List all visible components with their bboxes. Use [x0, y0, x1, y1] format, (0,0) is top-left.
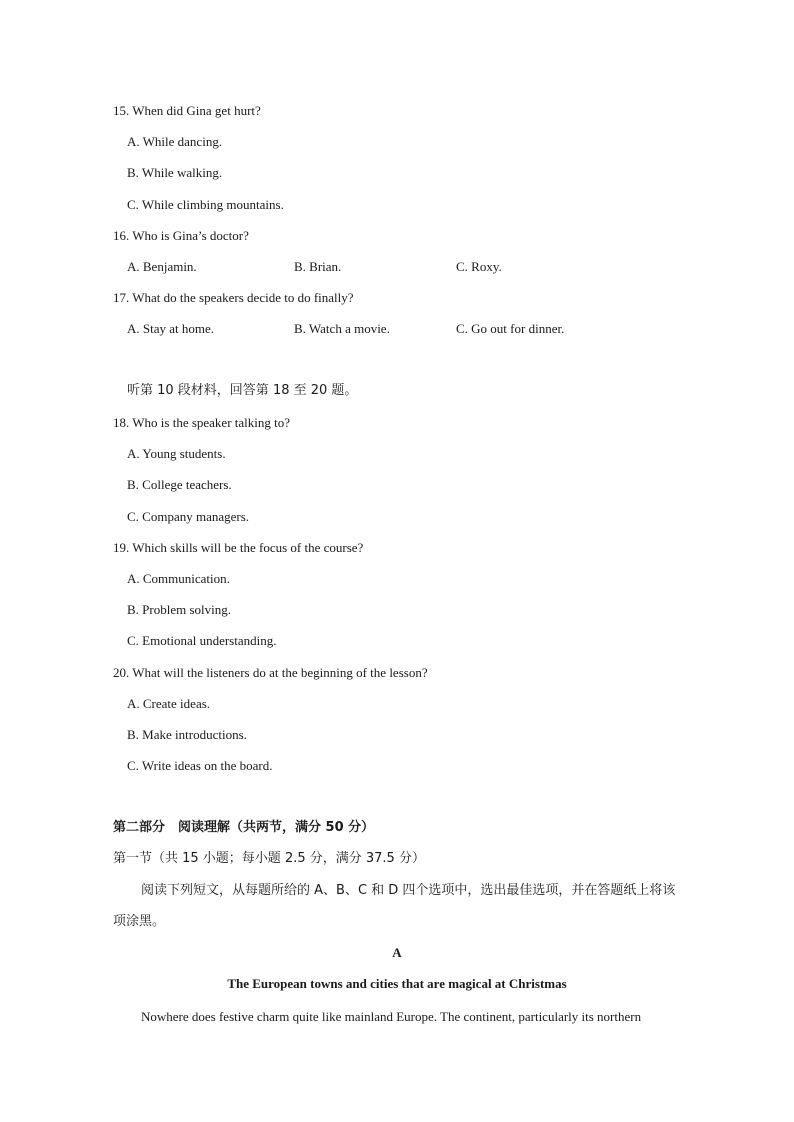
q15-option-c: C. While climbing mountains. [127, 197, 284, 212]
question-18: 18. Who is the speaker talking to? [113, 415, 291, 430]
q16-option-b: B. Brian. [294, 259, 342, 274]
q18-option-b: B. College teachers. [127, 477, 232, 492]
question-15: 15. When did Gina get hurt? [113, 103, 261, 118]
q19-option-c: C. Emotional understanding. [127, 633, 277, 648]
q17-option-a: A. Stay at home. [127, 321, 215, 336]
q16-option-c: C. Roxy. [456, 259, 502, 274]
q18-option-c: C. Company managers. [127, 509, 250, 524]
section-one-title: 第一节（共 15 小题；每小题 2.5 分，满分 37.5 分） [113, 851, 425, 866]
q18-option-a: A. Young students. [127, 446, 226, 461]
question-20: 20. What will the listeners do at the beginning of the lesson? [113, 665, 428, 680]
q17-option-b: B. Watch a movie. [294, 321, 390, 336]
q15-option-b: B. While walking. [127, 165, 223, 180]
q20-option-b: B. Make introductions. [127, 727, 247, 742]
q19-option-a: A. Communication. [127, 571, 230, 586]
q15-option-a: A. While dancing. [127, 134, 223, 149]
question-17: 17. What do the speakers decide to do finally? [113, 290, 354, 305]
q20-option-a: A. Create ideas. [127, 696, 211, 711]
q20-option-c: C. Write ideas on the board. [127, 758, 273, 773]
passage-first-line: Nowhere does festive charm quite like mainland Europe. The continent, particularly its northern [141, 1009, 642, 1024]
part-two-title: 第二部分 阅读理解（共两节，满分 50 分） [113, 820, 375, 835]
section-10-instruction: 听第 10 段材料，回答第 18 至 20 题。 [127, 383, 358, 398]
q19-option-b: B. Problem solving. [127, 602, 232, 617]
passage-letter: A [392, 945, 402, 960]
question-16: 16. Who is Gina’s doctor? [113, 228, 249, 243]
reading-instruction: 阅读下列短文，从每题所给的 A、B、C 和 D 四个选项中，选出最佳选项，并在答题纸上将该项涂黑。 [113, 883, 676, 929]
q16-option-a: A. Benjamin. [127, 259, 197, 274]
passage-title: The European towns and cities that are magical at Christmas [227, 976, 567, 991]
q17-option-c: C. Go out for dinner. [456, 321, 565, 336]
question-19: 19. Which skills will be the focus of the course? [113, 540, 364, 555]
